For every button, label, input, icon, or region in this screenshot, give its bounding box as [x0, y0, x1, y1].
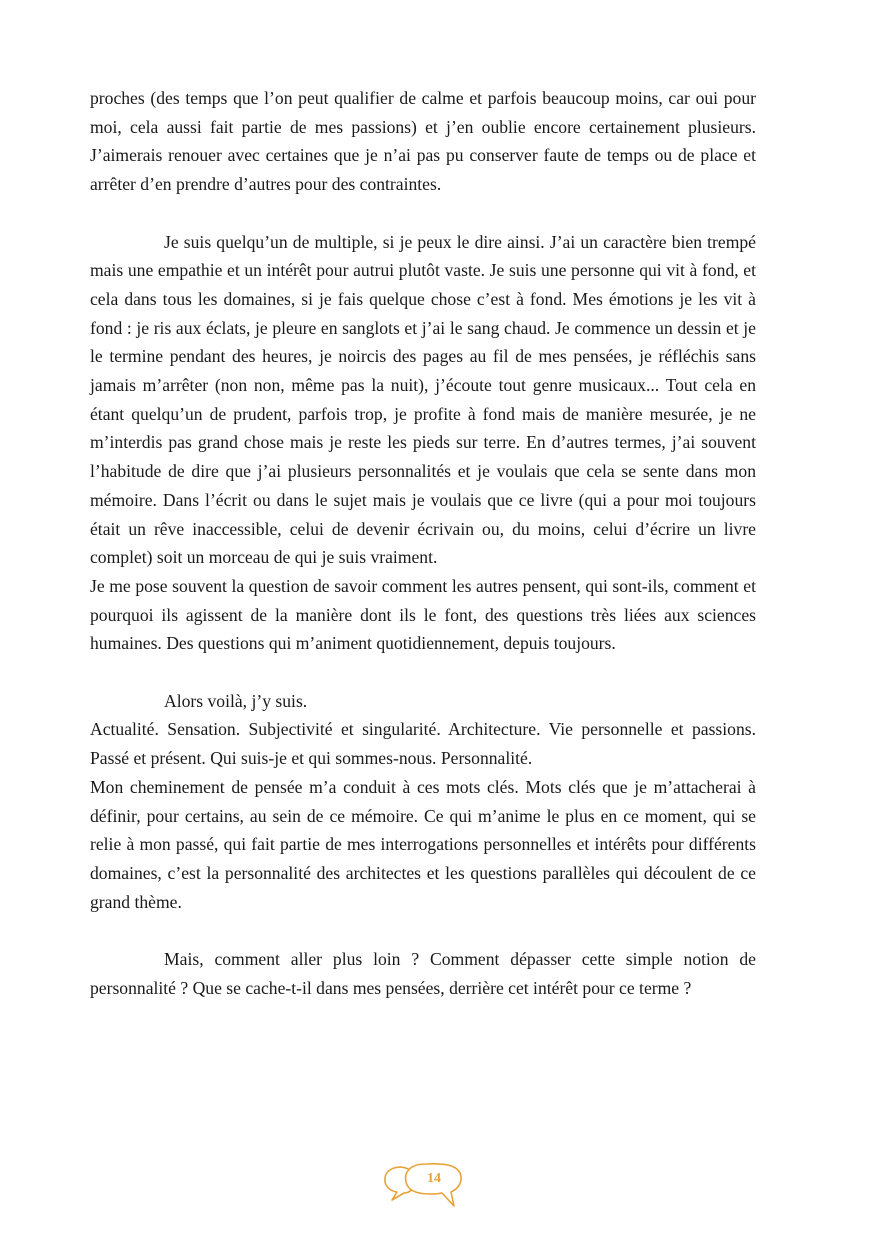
paragraph-questions: Je me pose souvent la question de savoir comment les autres pensent, qui sont-ils, comment et pourquoi ils agissent de la manière dont ils le font, des questions très liées aux sciences humaines. Des questions qui m’animent quotidiennement, depuis toujours.: [90, 575, 756, 654]
paragraph-alors-voila: Alors voilà, j’y suis.: [164, 690, 308, 711]
paragraph-closing-questions: Mais, comment aller plus loin ? Comment dépasser cette simple notion de personnalité ? Que se cache-t-il dans mes pensées, derrière cet intérêt pour ce terme ?: [90, 949, 756, 998]
paragraph-intro-continuation: proches (des temps que l’on peut qualifier de calme et parfois beaucoup moins, car oui pour moi, cela aussi fait partie de mes passions) et j’en oublie encore certainement plusieurs. J’aimerais renouer avec certaines que je n’ai pas pu conserver faute de temps ou de place et arrêter d’en prendre d’autres pour des contraintes.: [90, 88, 756, 195]
paragraph-multiple: Je suis quelqu’un de multiple, si je peux le dire ainsi. J’ai un caractère bien trempé mais une empathie et un intérêt pour autrui plutôt vaste. Je suis une personne qui vit à fond, et cela dans tous les domaines, si je fais quelque chose c’est à fond. Mes émotions je les vit à fond : je ris aux éclats, je pleure en sanglots et j’ai le sang chaud. Je commence un dessin et je le termine pendant des heures, je noircis des pages au fil de mes pensées, je réfléchis sans jamais m’arrêter (non non, même pas la nuit), j’écoute tout genre musicaux... Tout cela en étant quelqu’un de prudent, parfois trop, je profite à fond mais de manière mesurée, je ne m’interdis pas grand chose mais je reste les pieds sur terre. En d’autres termes, j’ai souvent l’habitude de dire que j’ai plusieurs personnalités et je voulais que cela se sente dans mon mémoire. Dans l’écrit ou dans le sujet mais je voulais que ce livre (qui a pour moi toujours était un rêve inaccessible, celui de devenir écrivain ou, du moins, celui d’écrire un livre complet) soit un morceau de qui je suis vraiment.: [90, 231, 756, 568]
paragraph-keywords: Actualité. Sensation. Subjectivité et singularité. Architecture. Vie personnelle et passions. Passé et présent. Qui suis-je et qui sommes-nous. Personnalité.: [90, 719, 756, 769]
page-number: 14: [427, 1171, 441, 1186]
page-body: [90, 84, 756, 1002]
paragraph-cheminement: Mon cheminement de pensée m’a conduit à ces mots clés. Mots clés que je m’attacherai à définir, pour certains, au sein de ce mémoire. Ce qui m’anime le plus en ce moment, qui se relie à mon passé, qui fait partie de mes interrogations personnelles et intérêts pour différents domaines, c’est la personnalité des architectes et les questions parallèles qui découlent de ce grand thème.: [90, 776, 756, 912]
